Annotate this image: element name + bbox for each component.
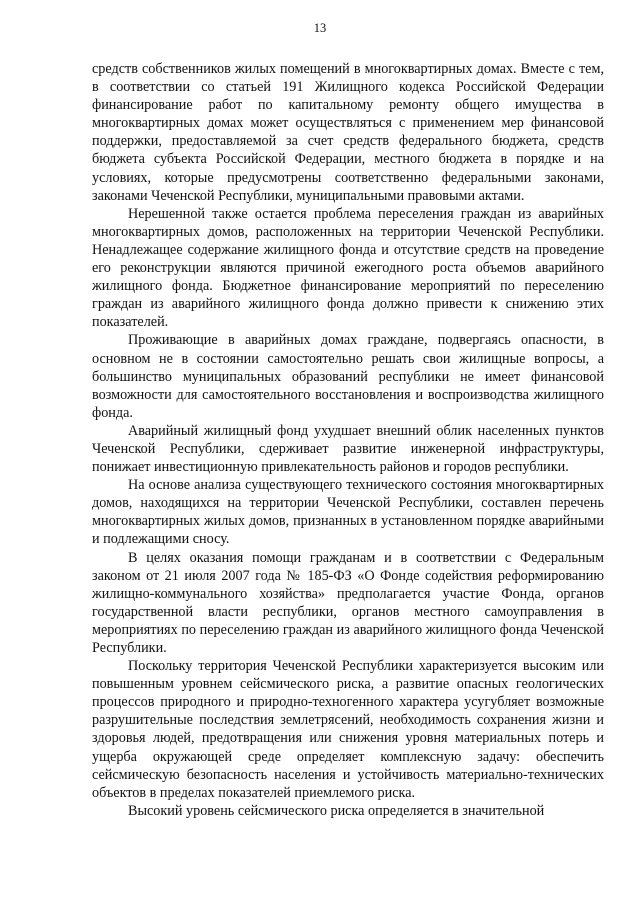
paragraph-resettlement-problem: Нерешенной также остается проблема переселения граждан из аварийных многоквартирных домов, расположенных на территории Чеченской Республики. Ненадлежащее содержание жилищного фонда и отсутствие средств на проведение его реконструкции являются причиной ежегодного роста объемов аварийного жилищного фонда. Бюджетное финансирование мероприятий по переселению граждан из аварийного жилищного фонда должно привести к снижению этих показателей. bbox=[92, 205, 604, 331]
paragraph-residents-housing: Проживающие в аварийных домах граждане, подвергаясь опасности, в основном не в состоянии самостоятельно решать свои жилищные вопросы, а большинство муниципальных образований республики не имеет финансовой возможности для самостоятельного восстановления и воспроизводства жилищного фонда. bbox=[92, 332, 604, 421]
paragraph-seismic-risk: Поскольку территория Чеченской Республики характеризуется высоким или повышенным уровнем сейсмического риска, а развитие опасных геологических процессов природного и природно-техногенного характера усугубляет возможные разрушительные последствия землетрясений, необходимость сохранения жизни и здоровья людей, предотвращения или снижения уровня материальных потерь и ущерба окружающей среде определяет комплексную задачу: обеспечить сейсмическую безопасность населения и устойчивость материально-технических объектов в пределах показателей приемлемого риска. bbox=[92, 658, 604, 801]
paragraph-appearance: Аварийный жилищный фонд ухудшает внешний облик населенных пунктов Чеченской Республики, сдерживает развитие инженерной инфраструктуры, понижает инвестиционную привлекательность районов и городов республики. bbox=[92, 422, 604, 476]
paragraph-federal-law: В целях оказания помощи гражданам и в соответствии с Федеральным законом от 21 июля 2007 года № 185-ФЗ «О Фонде содействия реформированию жилищно-коммунального хозяйства» предполагается участие Фонда, органов государственной власти республики, органов местного самоуправления в мероприятиях по переселению граждан из аварийного жилищного фонда Чеченской Республики. bbox=[92, 549, 604, 656]
paragraph-seismic-level: Высокий уровень сейсмического риска определяется в значительной bbox=[128, 802, 545, 819]
paragraph-analysis: На основе анализа существующего технического состояния многоквартирных домов, находящихся на территории Чеченской Республики, составлен перечень многоквартирных жилых домов, признанных в установленном порядке аварийными и подлежащими сносу. bbox=[92, 477, 604, 548]
page-number: 13 bbox=[313, 21, 327, 35]
paragraph-continued: средств собственников жилых помещений в многоквартирных домах. Вместе с тем, в соответствии со статьей 191 Жилищного кодекса Российской Федерации финансирование работ по капитальному ремонту общего имущества в многоквартирных домах может осуществляться с применением мер финансовой поддержки, предоставляемой за счет средств федерального бюджета, средств бюджета субъекта Российской Федерации, местного бюджета в порядке и на условиях, которые предусмотрены соответственно федеральными законами, законами Чеченской Республики, муниципальными правовыми актами. bbox=[92, 61, 604, 204]
document-body bbox=[92, 60, 604, 820]
